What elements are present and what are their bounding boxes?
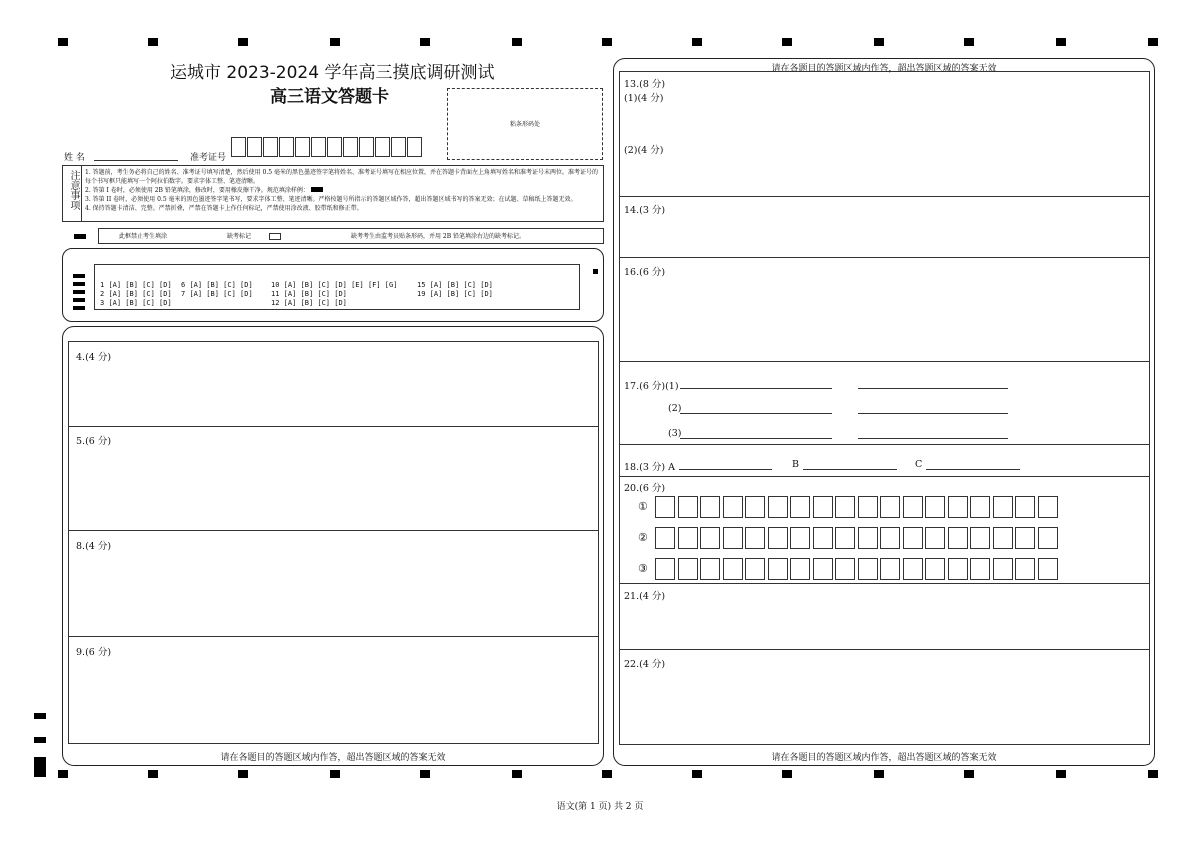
choice-11[interactable]: 11 [A] [B] [C] [D] (271, 290, 347, 298)
question-21-answer-area[interactable] (619, 602, 1150, 647)
choice-10[interactable]: 10 [A] [B] [C] [D] [E] [F] [G] (271, 281, 398, 289)
writing-cell[interactable] (880, 527, 900, 549)
registration-mark (420, 770, 430, 778)
writing-cell[interactable] (880, 496, 900, 518)
writing-cell[interactable] (835, 527, 855, 549)
writing-cell[interactable] (813, 527, 833, 549)
right-footer: 请在各题目的答题区域内作答，超出答题区域的答案无效 (771, 753, 997, 763)
writing-cell[interactable] (903, 558, 923, 580)
writing-cell[interactable] (1038, 527, 1058, 549)
registration-mark (420, 38, 430, 46)
registration-mark (964, 770, 974, 778)
q17-3-blank-b[interactable] (858, 438, 1008, 439)
registration-mark (782, 770, 792, 778)
page-footer: 语文(第 1 页) 共 2 页 (556, 802, 644, 812)
absent-indicator-bar (74, 234, 86, 239)
choice-7[interactable]: 7 [A] [B] [C] [D] (181, 290, 253, 298)
note-3: 3. 答第 II 卷时，必须使用 0.5 毫米的黑色墨迹签字笔书写，要求字体工整、笔迹清晰。严格按题号所指示的答题区域作答，超出答题区域书写的答案无效；在试题、草稿纸上答题无效。 (85, 196, 577, 203)
writing-cell[interactable] (903, 496, 923, 518)
question-18-label: 18.(3 分) A (624, 462, 675, 473)
registration-mark (692, 38, 702, 46)
choice-3[interactable]: 3 [A] [B] [C] [D] (100, 299, 172, 307)
writing-cell[interactable] (970, 527, 990, 549)
question-16-answer-area[interactable] (619, 278, 1150, 359)
writing-cell[interactable] (655, 527, 675, 549)
question-14-label: 14.(3 分) (624, 205, 666, 216)
registration-mark (58, 770, 68, 778)
registration-mark (238, 770, 248, 778)
question-22-answer-area[interactable] (619, 670, 1150, 743)
registration-mark (602, 770, 612, 778)
writing-cell[interactable] (768, 496, 788, 518)
writing-cell[interactable] (790, 558, 810, 580)
writing-cell[interactable] (925, 496, 945, 518)
question-5-answer-area[interactable] (68, 450, 599, 528)
writing-cell[interactable] (1015, 496, 1035, 518)
question-4-label: 4.(4 分) (76, 352, 112, 363)
writing-cell[interactable] (723, 527, 743, 549)
writing-cell[interactable] (1038, 558, 1058, 580)
question-13-label: 13.(8 分) (624, 79, 666, 90)
choice-1[interactable]: 1 [A] [B] [C] [D] (100, 281, 172, 289)
absent-note: 缺考考生由监考员贴条形码，并用 2B 铅笔填涂右边的缺考标记。 (351, 233, 526, 240)
question-8-answer-area[interactable] (68, 555, 599, 634)
writing-cell[interactable] (745, 496, 765, 518)
note-1: 1. 答题前，考生务必将自己的姓名、准考证号填写清楚，然后使用 0.5 毫米的黑色墨迹签字笔将姓名、准考证号填写在相应位置，并在答题卡背面左上角填写姓名和准考证号末两位。准考证号的每个书写框只能填写一个阿拉伯数字。要求字体工整、笔迹清晰。 (85, 169, 598, 185)
writing-cell[interactable] (993, 496, 1013, 518)
registration-mark (238, 38, 248, 46)
registration-mark (874, 770, 884, 778)
writing-cell[interactable] (700, 527, 720, 549)
q18-blank-c[interactable] (926, 469, 1020, 470)
question-17-label: 17.(6 分)(1) (624, 381, 679, 392)
q20-row-1-cells[interactable] (655, 496, 1060, 518)
q17-1-blank-a[interactable] (680, 388, 832, 389)
q18-b-label: B (792, 459, 799, 470)
writing-cell[interactable] (858, 558, 878, 580)
registration-mark (148, 770, 158, 778)
question-13-1-answer-area[interactable] (619, 104, 1150, 138)
q17-2-blank-a[interactable] (680, 413, 832, 414)
q20-row-1-label: ① (638, 500, 648, 513)
writing-cell[interactable] (700, 558, 720, 580)
q18-blank-a[interactable] (679, 469, 772, 470)
absent-mark-label: 缺考标记 (227, 233, 252, 240)
exam-id-field[interactable] (231, 137, 423, 161)
choice-6[interactable]: 6 [A] [B] [C] [D] (181, 281, 253, 289)
registration-mark (692, 770, 702, 778)
question-13-1-label: (1)(4 分) (624, 93, 664, 104)
writing-cell[interactable] (970, 558, 990, 580)
writing-cell[interactable] (948, 496, 968, 518)
writing-cell[interactable] (813, 558, 833, 580)
writing-cell[interactable] (678, 558, 698, 580)
writing-cell[interactable] (678, 496, 698, 518)
writing-cell[interactable] (925, 558, 945, 580)
right-header: 请在各题目的答题区域内作答，超出答题区域的答案无效 (771, 64, 997, 74)
absent-text: 此框禁止考生填涂 (119, 233, 168, 240)
writing-cell[interactable] (655, 558, 675, 580)
notes-title: 注意事项 (68, 170, 79, 210)
registration-mark (602, 38, 612, 46)
question-13-2-answer-area[interactable] (619, 156, 1150, 194)
q20-row-2-label: ② (638, 531, 648, 544)
q20-row-2-cells[interactable] (655, 527, 1060, 549)
registration-mark (1148, 38, 1158, 46)
registration-mark (330, 38, 340, 46)
question-17-2-label: (2) (668, 403, 682, 414)
choice-19[interactable]: 19 [A] [B] [C] [D] (417, 290, 493, 298)
writing-cell[interactable] (948, 558, 968, 580)
writing-cell[interactable] (880, 558, 900, 580)
registration-mark (512, 770, 522, 778)
writing-cell[interactable] (768, 527, 788, 549)
question-22-label: 22.(4 分) (624, 659, 666, 670)
writing-cell[interactable] (745, 527, 765, 549)
writing-cell[interactable] (1015, 527, 1035, 549)
writing-cell[interactable] (993, 527, 1013, 549)
choice-12[interactable]: 12 [A] [B] [C] [D] (271, 299, 347, 307)
name-field[interactable] (94, 160, 178, 161)
writing-cell[interactable] (858, 496, 878, 518)
registration-mark (782, 38, 792, 46)
q17-2-blank-b[interactable] (858, 413, 1008, 414)
question-20-label: 20.(6 分) (624, 483, 666, 494)
writing-cell[interactable] (723, 558, 743, 580)
question-9-label: 9.(6 分) (76, 647, 112, 658)
registration-mark (58, 38, 68, 46)
exam-title: 运城市 2023-2024 学年高三摸底调研测试 (170, 63, 495, 83)
writing-cell[interactable] (903, 527, 923, 549)
writing-cell[interactable] (700, 496, 720, 518)
question-5-label: 5.(6 分) (76, 436, 112, 447)
absent-box (98, 228, 604, 244)
left-footer: 请在各题目的答题区域内作答，超出答题区域的答案无效 (220, 753, 446, 763)
question-17-3-label: (3) (668, 428, 682, 439)
name-label: 姓 名 (64, 153, 85, 163)
registration-mark (512, 38, 522, 46)
barcode-label: 粘条形码处 (509, 121, 540, 128)
writing-cell[interactable] (723, 496, 743, 518)
note-4: 4. 保持答题卡清洁、完整。严禁折叠，严禁在答题卡上作任何标记，严禁使用涂改液、胶带纸和修正带。 (85, 205, 363, 212)
writing-cell[interactable] (790, 496, 810, 518)
writing-cell[interactable] (768, 558, 788, 580)
writing-cell[interactable] (948, 527, 968, 549)
question-16-label: 16.(6 分) (624, 267, 666, 278)
writing-cell[interactable] (745, 558, 765, 580)
writing-cell[interactable] (1015, 558, 1035, 580)
barcode-area (447, 88, 603, 160)
note-2: 2. 答第 I 卷时，必须使用 2B 铅笔填涂，修改时，要用橡皮擦干净。规范填涂样例： (85, 186, 599, 195)
q20-row-3-cells[interactable] (655, 558, 1060, 580)
registration-mark (148, 38, 158, 46)
absent-mark-checkbox[interactable] (269, 233, 281, 240)
writing-cell[interactable] (1038, 496, 1058, 518)
writing-cell[interactable] (790, 527, 810, 549)
choice-15[interactable]: 15 [A] [B] [C] [D] (417, 281, 493, 289)
writing-cell[interactable] (925, 527, 945, 549)
q17-3-blank-a[interactable] (680, 438, 832, 439)
q20-row-3-label: ③ (638, 562, 648, 575)
writing-cell[interactable] (993, 558, 1013, 580)
q17-1-blank-b[interactable] (858, 388, 1008, 389)
choice-2[interactable]: 2 [A] [B] [C] [D] (100, 290, 172, 298)
registration-mark (1148, 770, 1158, 778)
writing-cell[interactable] (858, 527, 878, 549)
writing-cell[interactable] (655, 496, 675, 518)
question-8-label: 8.(4 分) (76, 541, 112, 552)
writing-cell[interactable] (835, 496, 855, 518)
choice-grid (94, 264, 580, 310)
question-21-label: 21.(4 分) (624, 591, 666, 602)
writing-cell[interactable] (970, 496, 990, 518)
question-13-2-label: (2)(4 分) (624, 145, 664, 156)
registration-mark (1056, 38, 1066, 46)
q18-blank-b[interactable] (803, 469, 897, 470)
question-9-answer-area[interactable] (68, 661, 599, 741)
writing-cell[interactable] (813, 496, 833, 518)
card-subtitle: 高三语文答题卡 (270, 87, 389, 107)
writing-cell[interactable] (835, 558, 855, 580)
question-4-answer-area[interactable] (68, 366, 599, 424)
question-14-answer-area[interactable] (619, 216, 1150, 255)
registration-mark (964, 38, 974, 46)
exam-id-label: 准考证号 (190, 153, 227, 163)
registration-mark (1056, 770, 1066, 778)
registration-mark (330, 770, 340, 778)
writing-cell[interactable] (678, 527, 698, 549)
q18-c-label: C (915, 459, 923, 470)
registration-mark (874, 38, 884, 46)
notes-box (62, 165, 604, 222)
